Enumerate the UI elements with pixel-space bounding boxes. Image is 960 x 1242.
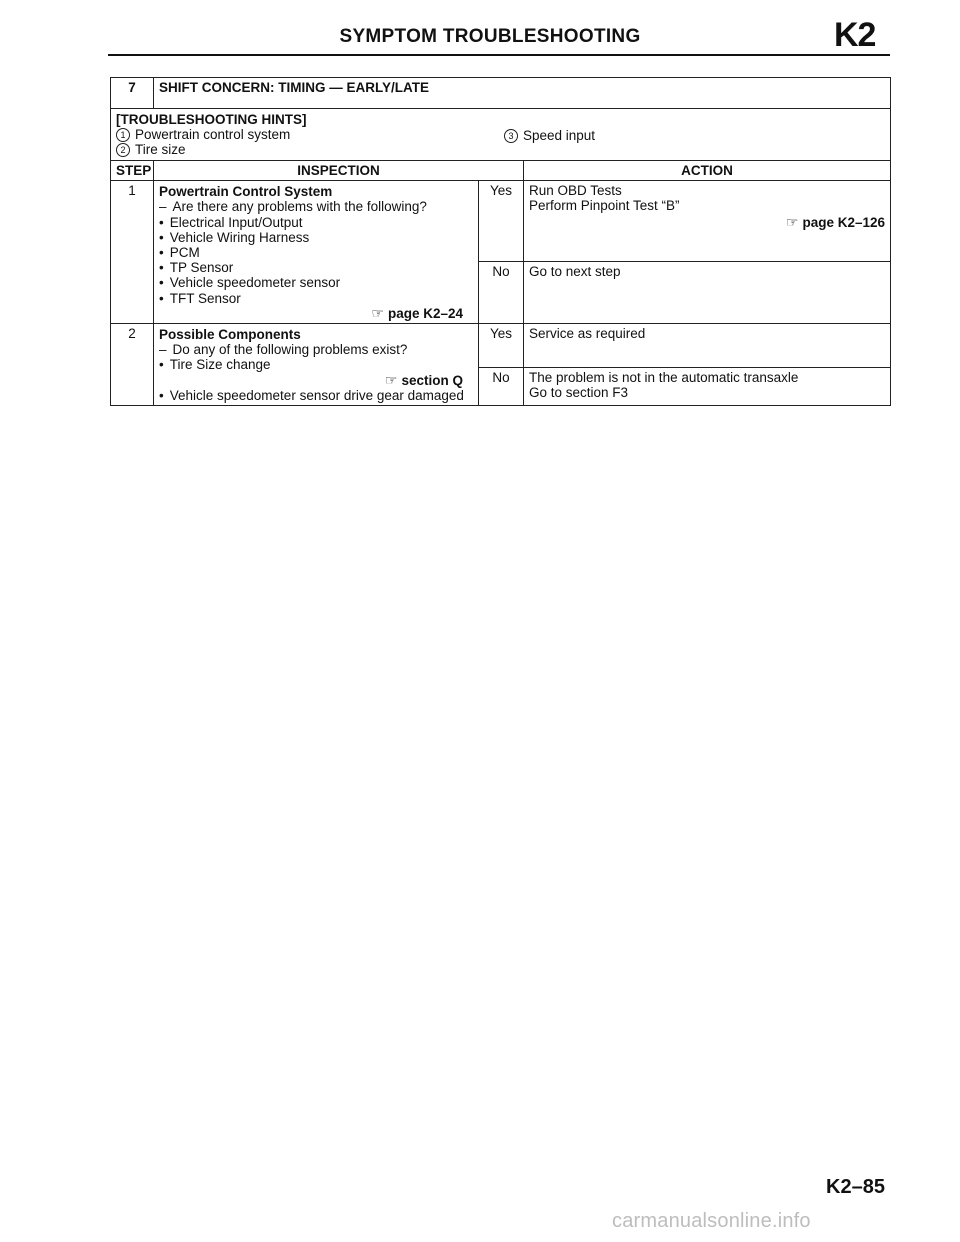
inspection-header: INSPECTION xyxy=(154,161,524,181)
reference-text: section Q xyxy=(401,372,463,388)
hints-label: [TROUBLESHOOTING HINTS] xyxy=(116,112,307,127)
step-number: 2 xyxy=(111,324,154,406)
list-item: • Electrical Input/Output xyxy=(159,215,473,230)
action-text: Go to section F3 xyxy=(529,385,629,401)
step-header: STEP xyxy=(111,161,154,181)
troubleshooting-hints xyxy=(111,109,891,161)
hint-item xyxy=(116,127,885,142)
hint-text: Powertrain control system xyxy=(135,127,291,143)
action-text: The problem is not in the automatic transaxle xyxy=(529,370,799,386)
action-text: Perform Pinpoint Test “B” xyxy=(529,198,680,214)
symptom-title: SHIFT CONCERN: TIMING — EARLY/LATE xyxy=(154,78,891,109)
pointing-hand-icon: ☞ xyxy=(371,304,384,321)
list-item: • Vehicle Wiring Harness xyxy=(159,230,473,245)
list-item: • Vehicle speedometer sensor xyxy=(159,275,473,290)
hints-row xyxy=(111,109,891,161)
list-item: • PCM xyxy=(159,245,473,260)
inspection-title: Possible Components xyxy=(159,327,301,343)
symptom-number: 7 xyxy=(111,78,154,109)
action-text: Run OBD Tests xyxy=(529,183,622,199)
inspection-question: – Are there any problems with the following? xyxy=(159,199,473,214)
list-item: • Tire Size change xyxy=(159,357,473,372)
reference-text: page K2–126 xyxy=(802,214,886,230)
section-reference xyxy=(159,373,473,388)
yes-label: Yes xyxy=(479,181,524,262)
list-item: • TFT Sensor xyxy=(159,291,473,306)
page-title: SYMPTOM TROUBLESHOOTING xyxy=(339,26,641,47)
list-item: • TP Sensor xyxy=(159,260,473,275)
inspection-cell xyxy=(154,181,479,324)
action-cell xyxy=(524,324,891,368)
page-number: K2–85 xyxy=(826,1176,885,1198)
column-header-row xyxy=(111,161,891,181)
header-divider xyxy=(108,54,890,56)
inspection-cell xyxy=(154,324,479,406)
hint-text: Speed input xyxy=(523,128,596,143)
troubleshooting-table xyxy=(110,77,891,406)
circled-number-icon: 3 xyxy=(504,129,518,143)
reference-text: page K2–24 xyxy=(387,305,463,321)
inspection-question: – Do any of the following problems exist? xyxy=(159,342,473,357)
circled-number-icon: 2 xyxy=(116,143,130,157)
section-code: K2 xyxy=(834,16,876,54)
inspection-title: Powertrain Control System xyxy=(159,184,333,200)
pointing-hand-icon: ☞ xyxy=(384,371,398,388)
yes-label: Yes xyxy=(479,324,524,368)
page-reference xyxy=(159,306,473,321)
action-text: Service as required xyxy=(529,326,646,342)
table-row xyxy=(111,181,891,262)
circled-number-icon: 1 xyxy=(116,128,130,142)
pointing-hand-icon: ☞ xyxy=(785,213,799,230)
action-header: ACTION xyxy=(524,161,891,181)
hint-text: Tire size xyxy=(135,142,186,158)
symptom-title-row xyxy=(111,78,891,109)
step-number: 1 xyxy=(111,181,154,324)
list-item: • Vehicle speedometer sensor drive gear damaged xyxy=(159,388,473,403)
action-cell xyxy=(524,368,891,406)
hint-item xyxy=(504,128,595,143)
action-text: Go to next step xyxy=(529,263,621,279)
no-label: No xyxy=(479,368,524,406)
watermark: carmanualsonline.info xyxy=(612,1210,811,1232)
table-row xyxy=(111,324,891,368)
hint-item xyxy=(116,142,885,157)
page-reference xyxy=(529,215,885,230)
no-label: No xyxy=(479,261,524,323)
action-cell xyxy=(524,181,891,262)
action-cell xyxy=(524,261,891,323)
